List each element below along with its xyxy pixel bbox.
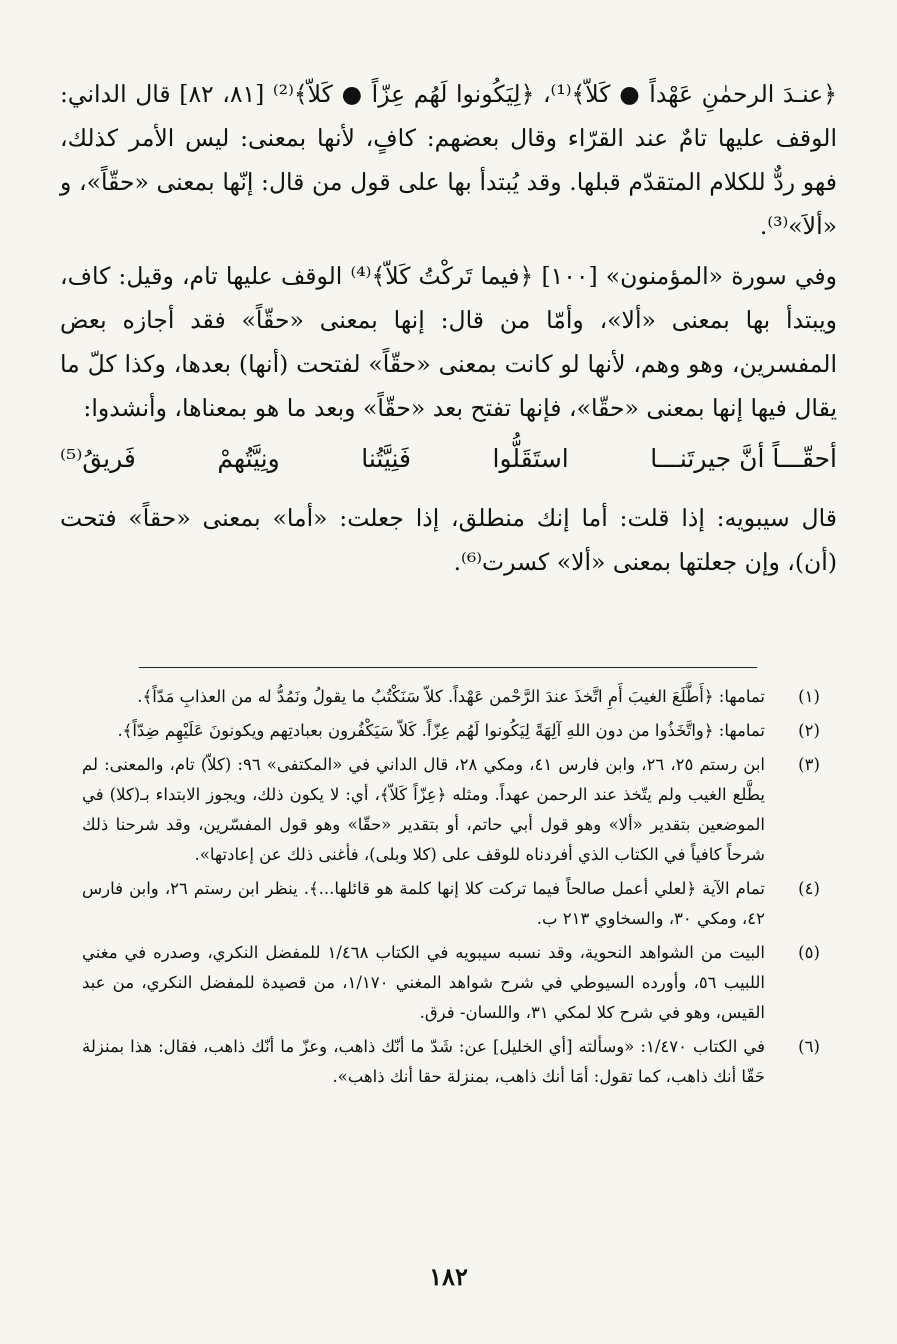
footnotes	[82, 682, 820, 1096]
footnote	[82, 1032, 820, 1092]
poetry-verse	[60, 436, 837, 482]
footnote-text: ابن رستم ٢٥، ٢٦، وابن فارس ٤١، ومكي ٢٨، قال الداني في «المكتفى» ٩٦: (كلاّ) تام، والمعنى: لم يطَّلع الغيب ولم يتّخذ عند الرحمن عهداً. ومثله ﴿عِزّاً كَلاّ﴾، أي: لا يكون ذلك، ويجوز الابتداء بـ(كلا) في الموضعين بتقدير «ألا» وهو قول أبي حاتم، أو بتقدير «حقّا» وهو قول المفسّرين، وقد شرحنا ذلك شرحاً كافياً في الكتاب الذي أفردناه للوقف على (كلا وبلى)، فأغنى ذلك عن إعادتها».	[82, 755, 766, 864]
footnote-text: في الكتاب ١/٤٧٠: «وسألته [أي الخليل] عن: شَدّ ما أنّك ذاهب، وعزّ ما أنّك ذاهب، فقال: هذا بمنزلة حَقّا أنك ذاهب، كما تقول: أمَا أنك ذاهب، بمنزلة حقا أنك ذاهب».	[82, 1037, 765, 1086]
footnote	[82, 716, 820, 746]
verse-part: استَقَلُّوا	[492, 444, 569, 473]
verse-part: أحقّـــاً أنَّ جيرتَنـــا	[650, 444, 837, 473]
footnote-text: تمامها: ﴿واتَّخَذُوا من دون اللهِ آلِهَةً لِيَكُونوا لَهُم عِزّاً. كَلاّ سَيَكْفُرون بعبادتِهم ويكونونَ عَلَيْهِم ضِدّاً﴾.	[117, 721, 765, 740]
paragraph-1: ﴿عنـدَ الرحمٰنِ عَهْداً ● كَلاّ﴾⁽¹⁾، ﴿لِيَكُونوا لَهُم عِزّاً ● كَلاّ﴾⁽²⁾ [٨١، ٨٢] قال الداني: الوقف عليها تامٌ عند القرّاء وقال بعضهم: كافٍ، لأنها بمعنى: ليس الأمر كذلك، فهو ردٌّ للكلام المتقدّم قبلها. وقد يُبتدأ بها على قول من قال: إنّها بمعنى «حقّاً»، و «ألاَ»⁽³⁾.	[60, 80, 837, 240]
paragraph-3: قال سيبويه: إذا قلت: أما إنك منطلق، إذا جعلت: «أما» بمعنى «حقاً» فتحت (أن)، وإن جعلتها بمعنى «ألا» كسرت⁽⁶⁾.	[60, 504, 837, 576]
footnote-separator	[139, 667, 757, 668]
footnote-text: تمامها: ﴿أَطَّلَعَ الغيبَ أَمِ اتَّخذَ عندَ الرَّحْمن عَهْداً. كلاّ سَنَكْتُبُ ما يقولُ ونَمُدُّ له من العذابِ مَدّاً﴾.	[137, 687, 765, 706]
verse-part: ونِيَّتُهمْ	[217, 444, 280, 473]
footnote-number: (٦)	[798, 1037, 820, 1056]
footnote	[82, 750, 820, 870]
footnote-number: (٢)	[798, 721, 820, 740]
footnote-text: البيت من الشواهد النحوية، وقد نسبه سيبويه في الكتاب ١/٤٦٨ للمفضل النكري، وصدره في مغني اللبيب ٥٦، وأورده السيوطي في شرح شواهد المغني ١/١٧٠، من قصيدة للمفضل النكري، من عبد القيس، وهو في شرح كلا لمكي ٣١، واللسان- فرق.	[82, 943, 765, 1022]
footnote	[82, 682, 820, 712]
verse-part: فَريقُ⁽⁵⁾	[60, 444, 136, 473]
footnote-number: (١)	[798, 687, 820, 706]
footnote-text: تمام الآية ﴿لعلي أعمل صالحاً فيما تركت كلا إنها كلمة هو قائلها...﴾. ينظر ابن رستم ٢٦، وابن فارس ٤٢، ومكي ٣٠، والسخاوي ٢١٣ ب.	[82, 879, 766, 928]
footnote-number: (٣)	[798, 755, 820, 774]
footnote	[82, 874, 820, 934]
footnote-number: (٥)	[798, 943, 820, 962]
footnote	[82, 938, 820, 1028]
main-text	[60, 72, 837, 590]
paragraph-2: وفي سورة «المؤمنون» [١٠٠] ﴿فيما تَركْتُ كَلاّ﴾⁽⁴⁾ الوقف عليها تام، وقيل: كاف، ويبتدأ بها بمعنى «ألا»، وأمّا من قال: إنها بمعنى «حقّاً» فقد أجازه بعض المفسرين، وهو وهم، لأنها لو كانت بمعنى «حقّاً» لفتحت (أنها) بعدها، وكذا كلّ ما يقال فيها إنها بمعنى «حقّا»، فإنها تفتح بعد «حقّاً» وبعد ما هو بمعناها، وأنشدوا:	[60, 262, 837, 422]
page-number: ١٨٢	[429, 1262, 468, 1291]
verse-part: فَنِيَّتُنا	[361, 444, 411, 473]
footnote-number: (٤)	[798, 879, 820, 898]
